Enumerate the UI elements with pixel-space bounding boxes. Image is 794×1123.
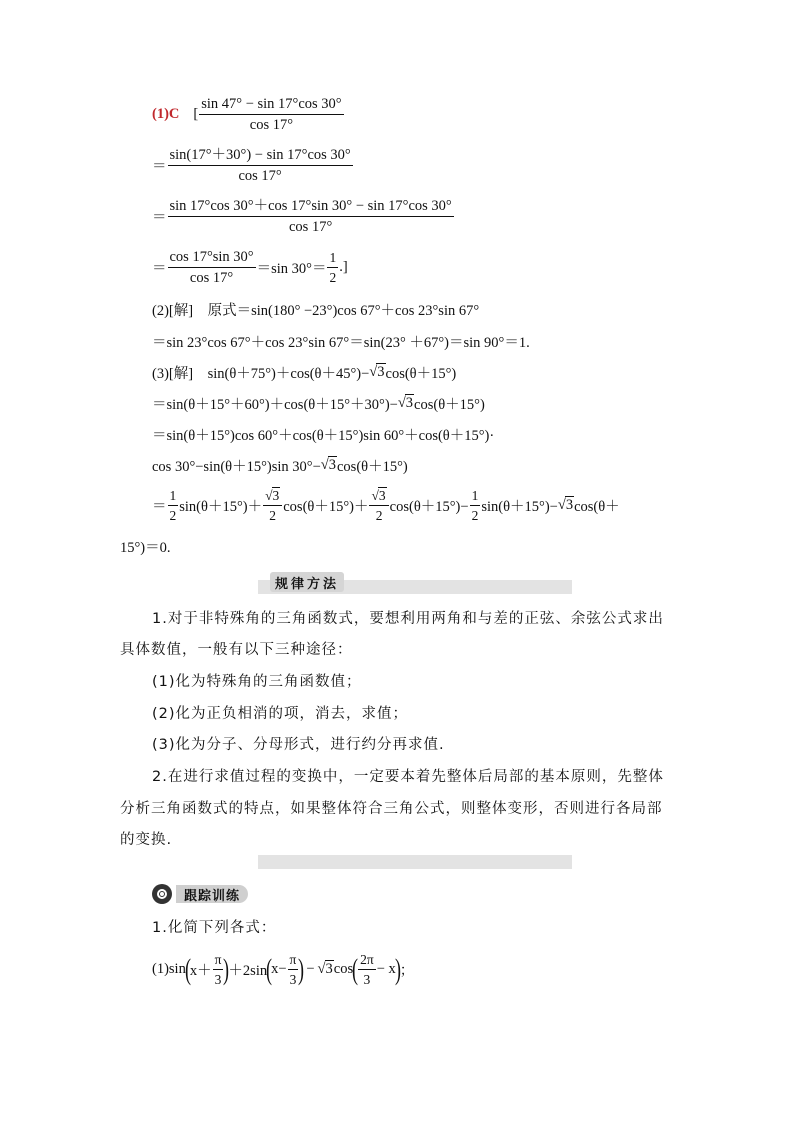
fraction-4-tail: ＝sin 30°＝ bbox=[256, 261, 327, 277]
sqrt-radicand: 3 bbox=[405, 395, 414, 411]
method-item-2: (2)化为正负相消的项，消去，求值； bbox=[152, 706, 409, 722]
term-5: cos(θ＋ bbox=[574, 499, 620, 515]
pi-numerator: π bbox=[288, 952, 299, 970]
fraction-1-denominator: cos 17° bbox=[249, 117, 294, 133]
half-numerator: 1 bbox=[168, 488, 179, 506]
pi-numerator: π bbox=[213, 952, 224, 970]
sqrt3-denominator: 2 bbox=[269, 508, 277, 523]
fraction-3-numerator: sin 17°cos 30°＋cos 17°sin 30° − sin 17°cos 30° bbox=[168, 198, 454, 217]
cos-label: cos bbox=[333, 961, 354, 977]
term-3: cos(θ＋15°)− bbox=[389, 499, 469, 515]
term-1: sin(θ＋15°)＋ bbox=[179, 499, 263, 515]
right-paren: ) bbox=[298, 952, 305, 986]
half-fraction bbox=[470, 488, 481, 523]
half-fraction bbox=[168, 488, 179, 523]
fraction-1 bbox=[199, 96, 343, 133]
sqrt-3: √3 bbox=[265, 488, 280, 503]
method-para-2-line-3: 的变换. bbox=[120, 832, 173, 848]
half-denominator: 2 bbox=[169, 508, 177, 523]
part-3-line-4 bbox=[152, 455, 408, 476]
fraction-3 bbox=[168, 198, 454, 235]
two-pi-numerator: 2π bbox=[358, 952, 376, 970]
method-item-3: (3)化为分子、分母形式，进行约分再求值. bbox=[152, 737, 445, 753]
sqrt-3: √3 bbox=[369, 364, 385, 380]
sqrt3-numerator bbox=[369, 488, 388, 506]
part-3-line-4-b: cos(θ＋15°) bbox=[337, 459, 408, 475]
sqrt-radicand: 3 bbox=[328, 457, 336, 473]
two-sin: ＋2sin bbox=[228, 963, 268, 979]
fraction-2-numerator: sin(17°＋30°) − sin 17°cos 30° bbox=[168, 147, 353, 166]
question-1: 1.化简下列各式： bbox=[152, 920, 277, 936]
two-pi-over-3 bbox=[358, 952, 376, 987]
half-numerator: 1 bbox=[327, 250, 338, 268]
part-3-line-1-a: (3)[解] sin(θ＋75°)＋cos(θ＋45°)− bbox=[152, 366, 370, 382]
part-3-line-2-b: cos(θ＋15°) bbox=[414, 397, 485, 413]
method-para-2-line-1: 2.在进行求值过程的变换中，一定要本着先整体后局部的基本原则，先整体 bbox=[152, 769, 664, 785]
half-numerator: 1 bbox=[470, 488, 481, 506]
half-denominator: 2 bbox=[329, 270, 337, 285]
q1-1-prefix: (1)sin bbox=[152, 961, 186, 977]
sqrt-radicand: 3 bbox=[565, 497, 574, 513]
target-icon bbox=[152, 884, 172, 904]
part-3-line-5 bbox=[152, 488, 620, 523]
sqrt-3: √3 bbox=[320, 457, 336, 473]
sqrt3-over-2 bbox=[369, 488, 388, 523]
solution-line-2 bbox=[152, 147, 354, 184]
pi-over-3 bbox=[288, 952, 299, 987]
fraction-4-numerator: cos 17°sin 30° bbox=[168, 249, 256, 268]
three-denominator: 3 bbox=[289, 972, 297, 987]
pi-over-3 bbox=[213, 952, 224, 987]
fraction-4-denominator: cos 17° bbox=[189, 270, 234, 286]
equals-sign: ＝ bbox=[152, 261, 167, 277]
method-section-end-bar bbox=[258, 855, 572, 869]
solution-line-4 bbox=[152, 249, 348, 286]
sqrt-3: √3 bbox=[557, 497, 574, 513]
half-fraction bbox=[327, 250, 338, 285]
part-3-line-2-a: ＝sin(θ＋15°＋60°)＋cos(θ＋15°＋30°)− bbox=[152, 397, 398, 413]
method-para-1-line-2: 具体数值，一般有以下三种途径： bbox=[120, 642, 353, 658]
left-paren: ( bbox=[266, 952, 273, 986]
sqrt3-over-2 bbox=[263, 488, 282, 523]
close-bracket: .] bbox=[339, 259, 348, 275]
part-2-line-1: (2)[解] 原式＝sin(180° −23°)cos 67°＋cos 23°sin 67° bbox=[152, 303, 480, 319]
minus-sign: − bbox=[306, 961, 315, 977]
right-paren: ) bbox=[223, 952, 230, 986]
three-denominator: 3 bbox=[214, 972, 222, 987]
sqrt-3: √3 bbox=[371, 488, 386, 503]
part-3-line-3: ＝sin(θ＋15°)cos 60°＋cos(θ＋15°)sin 60°＋cos(θ＋15°)· bbox=[152, 428, 495, 444]
method-para-2-line-2: 分析三角函数式的特点，如果整体符合三角公式，则整体变形，否则进行各局部 bbox=[120, 801, 663, 817]
method-badge: 规律方法 bbox=[270, 572, 344, 592]
minus-x: − x bbox=[376, 961, 396, 977]
part-3-line-2 bbox=[152, 393, 485, 414]
equals-sign: ＝ bbox=[152, 210, 167, 226]
training-label: 跟踪训练 bbox=[176, 885, 248, 903]
sqrt-radicand: 3 bbox=[272, 488, 280, 503]
sqrt3-denominator: 2 bbox=[375, 508, 383, 523]
fraction-4 bbox=[168, 249, 256, 286]
left-paren: ( bbox=[352, 952, 359, 986]
left-paren: ( bbox=[184, 952, 191, 986]
open-bracket: [ bbox=[193, 106, 199, 122]
fraction-1-numerator: sin 47° − sin 17°cos 30° bbox=[199, 96, 343, 115]
fraction-3-denominator: cos 17° bbox=[288, 219, 333, 235]
three-denominator: 3 bbox=[363, 972, 371, 987]
part-2-line-2: ＝sin 23°cos 67°＋cos 23°sin 67°＝sin(23° ＋67°)＝sin 90°＝1. bbox=[152, 335, 530, 351]
fraction-2 bbox=[168, 147, 353, 184]
x-plus: x＋ bbox=[189, 963, 212, 979]
question-1-part-1 bbox=[152, 952, 414, 987]
sqrt-3: √3 bbox=[397, 395, 414, 411]
part-3-line-6: 15°)＝0. bbox=[120, 540, 171, 556]
equals-sign: ＝ bbox=[152, 499, 167, 515]
part-3-line-4-a: cos 30°−sin(θ＋15°)sin 30°− bbox=[152, 459, 321, 475]
x-minus: x− bbox=[271, 961, 287, 977]
sqrt-radicand: 3 bbox=[377, 364, 385, 380]
term-4: sin(θ＋15°)− bbox=[481, 499, 558, 515]
part-1-label: (1)C bbox=[152, 106, 180, 122]
sqrt3-numerator bbox=[263, 488, 282, 506]
method-item-1: (1)化为特殊角的三角函数值； bbox=[152, 674, 362, 690]
equals-sign: ＝ bbox=[152, 159, 167, 175]
semicolon: ； bbox=[399, 963, 415, 979]
half-denominator: 2 bbox=[471, 508, 479, 523]
right-paren: ) bbox=[394, 952, 401, 986]
method-para-1-line-1: 1.对于非特殊角的三角函数式，要想利用两角和与差的正弦、余弦公式求出 bbox=[152, 611, 664, 627]
solution-line-3 bbox=[152, 198, 455, 235]
part-3-line-1-b: cos(θ＋15°) bbox=[385, 366, 457, 382]
sqrt-radicand: 3 bbox=[325, 961, 333, 977]
sqrt-3: √3 bbox=[317, 961, 333, 977]
term-2: cos(θ＋15°)＋ bbox=[283, 499, 369, 515]
training-header bbox=[152, 883, 252, 905]
fraction-2-denominator: cos 17° bbox=[238, 168, 282, 184]
solution-line-1 bbox=[152, 96, 345, 133]
part-3-line-1 bbox=[152, 362, 456, 383]
sqrt-radicand: 3 bbox=[378, 488, 386, 503]
